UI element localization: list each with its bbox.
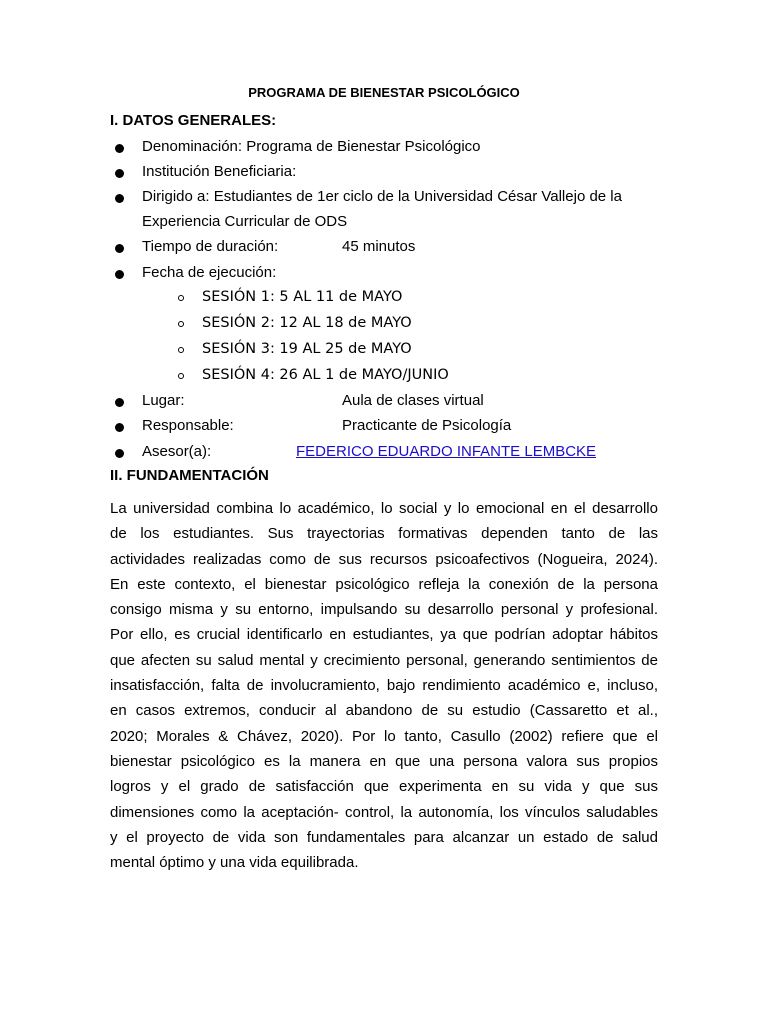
circle-bullet-icon	[178, 347, 184, 353]
bullet-icon	[115, 194, 124, 203]
paragraph-line: En este contexto, el bienestar psicológico refleja la conexión de la persona	[110, 575, 658, 593]
fundamentacion-paragraph	[110, 496, 658, 875]
section-heading-fundamentacion: II. FUNDAMENTACIÓN	[110, 467, 269, 484]
bullet-icon	[115, 398, 124, 407]
circle-bullet-icon	[178, 295, 184, 301]
list-item-label: Denominación: Programa de Bienestar Psicológico	[142, 138, 481, 155]
bullet-icon	[115, 270, 124, 279]
bullet-icon	[115, 244, 124, 253]
bullet-icon	[115, 423, 124, 432]
list-item-value: Aula de clases virtual	[342, 392, 484, 409]
paragraph-line: bienestar psicológico es la manera en que una persona valora sus propios	[110, 752, 658, 770]
paragraph-line: consigo misma y su entorno, impulsando su desarrollo personal y profesional.	[110, 601, 658, 619]
list-item-label: Lugar:	[142, 392, 185, 409]
paragraph-line: mental óptimo y una vida equilibrada.	[110, 854, 359, 872]
list-item-label: Dirigido a: Estudiantes de 1er ciclo de la Universidad César Vallejo de la	[142, 188, 622, 205]
paragraph-line: dimensiones como la aceptación- control, la autonomía, los vínculos saludables	[110, 803, 658, 821]
bullet-icon	[115, 449, 124, 458]
session-label: SESIÓN 2: 12 AL 18 de MAYO	[202, 315, 412, 331]
paragraph-line: actividades realizadas como de sus recursos psicoafectivos (Nogueira, 2024).	[110, 550, 658, 568]
paragraph-line: La universidad combina lo académico, lo social y lo emocional en el desarrollo	[110, 500, 658, 517]
session-label: SESIÓN 3: 19 AL 25 de MAYO	[202, 341, 412, 357]
list-item-value: Practicante de Psicología	[342, 417, 512, 434]
session-label: SESIÓN 4: 26 AL 1 de MAYO/JUNIO	[202, 367, 449, 383]
paragraph-line: Por ello, es crucial identificarlo en estudiantes, ya que podrían adoptar hábitos	[110, 626, 658, 644]
list-item-label: Responsable:	[142, 417, 234, 434]
section-heading-datos-generales: I. DATOS GENERALES:	[110, 112, 277, 129]
list-item-label: Asesor(a):	[142, 443, 212, 460]
paragraph-line: que afecten su salud mental y crecimiento personal, generando sentimientos de	[110, 651, 658, 669]
paragraph-line: y el proyecto de vida son fundamentales para alcanzar un estado de salud	[110, 828, 658, 846]
paragraph-line: de los estudiantes. Sus trayectorias formativas dependen tanto de las	[110, 525, 658, 543]
list-item-continuation: Experiencia Curricular de ODS	[142, 213, 348, 230]
circle-bullet-icon	[178, 321, 184, 327]
bullet-icon	[115, 144, 124, 153]
list-item-label: Institución Beneficiaria:	[142, 163, 297, 180]
session-label: SESIÓN 1: 5 AL 11 de MAYO	[202, 289, 403, 305]
paragraph-line: logros y el grado de satisfacción que experimenta en su vida y que sus	[110, 778, 658, 796]
circle-bullet-icon	[178, 373, 184, 379]
paragraph-line: insatisfacción, falta de involucramiento, bajo rendimiento académico e, incluso,	[110, 677, 658, 695]
list-item-label: Fecha de ejecución:	[142, 264, 277, 281]
list-item-label: Tiempo de duración:	[142, 238, 279, 255]
paragraph-line: en casos extremos, conducir al abandono de su estudio (Cassaretto et al.,	[110, 702, 658, 720]
bullet-icon	[115, 169, 124, 178]
asesor-link[interactable]: FEDERICO EDUARDO INFANTE LEMBCKE	[296, 443, 597, 460]
paragraph-line: 2020; Morales & Chávez, 2020). Por lo tanto, Casullo (2002) refiere que el	[110, 727, 658, 745]
list-item-value: 45 minutos	[342, 238, 416, 255]
document-title: PROGRAMA DE BIENESTAR PSICOLÓGICO	[248, 85, 520, 100]
